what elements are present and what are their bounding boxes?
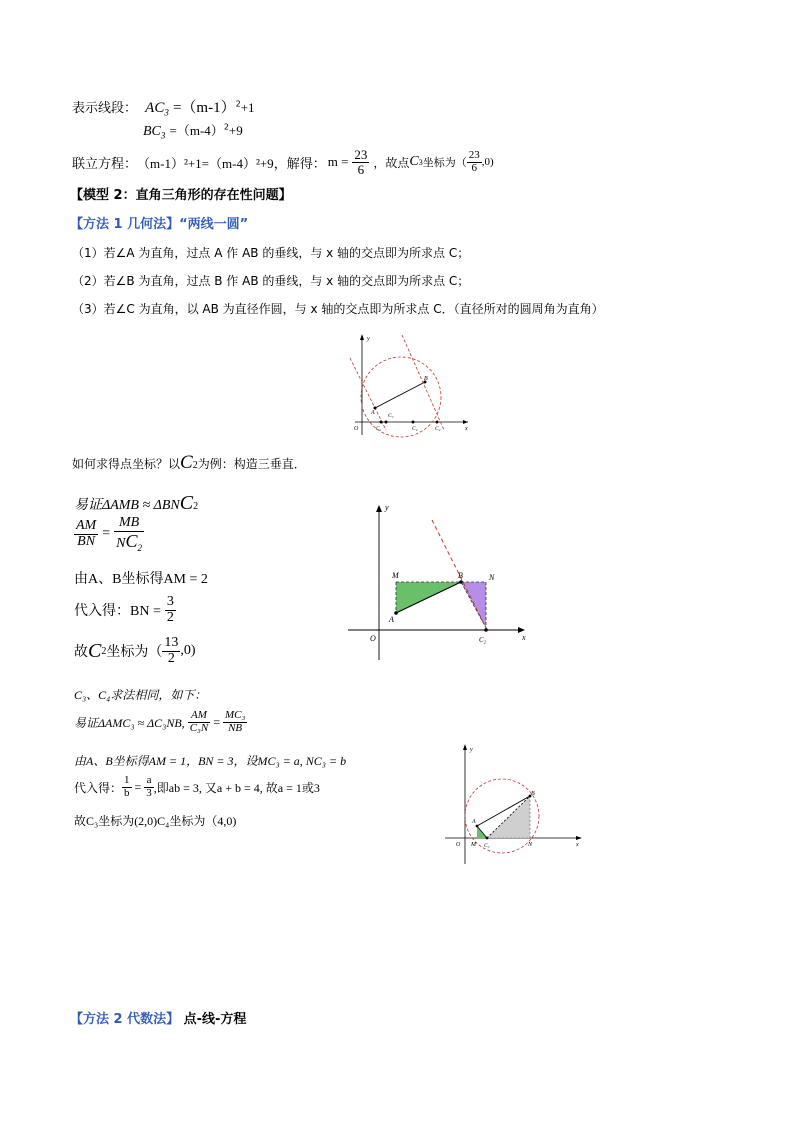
heading-method-1: 【方法 1 几何法】“两线一圆” — [70, 217, 249, 232]
m-fraction: $\frac{23}{6}$ — [354, 146, 368, 177]
label-represent: 表示线段： — [72, 101, 138, 116]
c3-fraction: $\frac{23}{6}$ — [468, 148, 480, 174]
c34-line-3: 代入得： $\frac{1}{b}$ = $\frac{a}{3}$ ,即ab = 3, 又a + b = 4, 故a = 1或3 — [74, 774, 320, 799]
fig1-c1: C₁ — [376, 426, 382, 432]
proof-line-5: 故 C 2 坐标为（ $\frac{13}{2}$ ,0) — [74, 635, 196, 666]
fig2-m: M — [392, 571, 399, 580]
ac-eq: =（m-1） — [172, 100, 236, 116]
proof-line-1: 易证ΔAMB ≈ ΔBN C $_2$ — [74, 492, 199, 514]
c34-heading: C₃、C₄求法相同，如下： — [74, 688, 207, 702]
fig2-a: A — [389, 615, 394, 624]
figure-two-lines-one-circle — [340, 330, 475, 440]
fig2-y-label: y — [385, 503, 389, 512]
fig2-x-label: x — [522, 633, 526, 642]
c34-line-2: 由A、B坐标得AM = 1，BN = 3，设MC₃ = a, NC₃ = b — [74, 754, 347, 768]
heading-method-2: 【方法 2 代数法】 点-线-方程 — [70, 1012, 247, 1027]
figure-circle-method — [440, 742, 585, 867]
fig1-x-label: x — [465, 426, 468, 432]
fig3-y-label: y — [470, 747, 473, 753]
fig2-n: N — [489, 573, 495, 582]
fig2-b: B — [458, 571, 463, 580]
heading-method-2-tail: 点-线-方程 — [183, 1012, 247, 1027]
fig1-b: B — [424, 376, 428, 382]
heading-model-2: 【模型 2：直角三角形的存在性问题】 — [70, 188, 292, 203]
fig3-m: M — [471, 842, 476, 848]
item-3: （3）若∠C 为直角，以 AB 为直径作圆，与 x 轴的交点即为所求点 C．（直径所对的圆周角为直角） — [72, 302, 604, 316]
bc-label: BC — [143, 124, 161, 139]
c34-line-4: 故C₃坐标为(2,0)C₄坐标为（4,0) — [74, 814, 237, 828]
proof-ratio: $\frac{AM}{BN}$ = $\frac{MB}{NC_2}$ — [76, 515, 142, 553]
item-1: （1）若∠A 为直角，过点 A 作 AB 的垂线，与 x 轴的交点即为所求点 C； — [72, 246, 470, 260]
item-2: （2）若∠B 为直角，过点 B 作 AB 的垂线，与 x 轴的交点即为所求点 C； — [72, 274, 470, 288]
proof-line-4: 代入得：BN = $\frac{3}{2}$ — [74, 594, 174, 625]
bc-eq: =（m-4） — [169, 123, 224, 138]
fig3-x-label: x — [576, 842, 579, 848]
fig1-c2: C₂ — [435, 426, 441, 432]
line-bc: $BC_3 =(m-4)^2+9$ — [143, 122, 243, 141]
fig3-a: A — [472, 819, 476, 825]
fig1-c3: C₃ — [388, 413, 394, 419]
fig1-origin: O — [354, 426, 359, 432]
fig1-a: A — [371, 410, 375, 416]
fig1-c4: C₄ — [412, 426, 418, 432]
ac-label: AC — [145, 100, 165, 116]
how-line: 如何求得点坐标？以 C $_2$ 为例：构造三垂直． — [72, 452, 306, 473]
fig1-y-label: y — [367, 336, 370, 342]
fig3-origin: O — [456, 842, 461, 848]
figure-three-perpendiculars — [345, 500, 530, 665]
line-ac: 表示线段： $AC_3 =(m-1)^2+1$ — [72, 99, 255, 118]
fig3-n: N — [528, 842, 533, 848]
fig2-c2: C₂ — [479, 636, 487, 644]
proof-line-3: 由A、B坐标得AM = 2 — [74, 572, 208, 587]
fig3-b: B — [531, 791, 535, 797]
fig3-c3: C₃ — [484, 843, 490, 849]
c34-line-1: 易证ΔAMC₃ ≈ ΔC₃NB, $\frac{AM}{\text{C₃N}}$ = $\frac{\text{MC₃}}{NB}$ — [74, 709, 246, 734]
fig2-origin: O — [370, 634, 376, 643]
equation-line: 联立方程： （m-1）²+1=（m-4）²+9 ，解得： m = $\frac{23}{6}$ ，故点 C 3 坐标为（ $\frac{23}{6}$ ,0) — [72, 146, 494, 177]
equation: （m-1）²+1=（m-4）²+9 — [137, 155, 274, 171]
